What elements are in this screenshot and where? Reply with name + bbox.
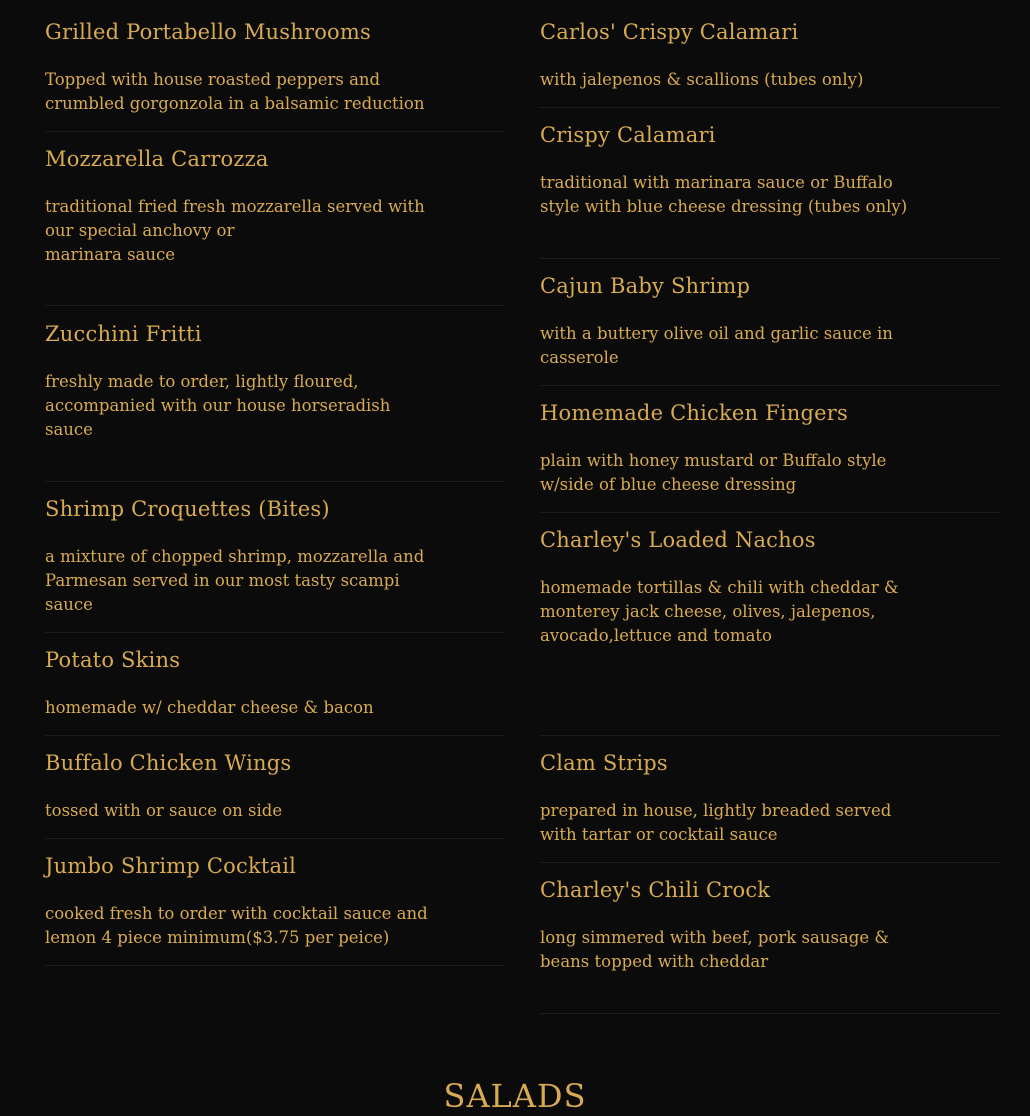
- divider: [540, 512, 1000, 513]
- menu-item-name: Potato Skins: [45, 648, 181, 672]
- menu-item-description: traditional fried fresh mozzarella served with our special anchovy or marinara sauce: [45, 197, 425, 264]
- section-heading-salads: SALADS: [443, 1077, 587, 1115]
- menu-item-description: plain with honey mustard or Buffalo style w/side of blue cheese dressing: [540, 451, 887, 494]
- menu-item-name: Charley's Loaded Nachos: [540, 528, 816, 552]
- menu-item-name: Homemade Chicken Fingers: [540, 401, 848, 425]
- menu-item-name: Zucchini Fritti: [45, 322, 202, 346]
- menu-item-name: Charley's Chili Crock: [540, 878, 771, 902]
- divider: [540, 385, 1000, 386]
- divider: [45, 735, 505, 736]
- divider: [540, 258, 1000, 259]
- divider: [540, 107, 1000, 108]
- menu-item-description: with a buttery olive oil and garlic sauce in casserole: [540, 324, 893, 367]
- menu-item-description: traditional with marinara sauce or Buffalo style with blue cheese dressing (tubes only): [540, 173, 908, 216]
- menu-item-description: freshly made to order, lightly floured, accompanied with our house horseradish sauce: [45, 372, 391, 439]
- divider: [540, 862, 1000, 863]
- menu-item-description: long simmered with beef, pork sausage & beans topped with cheddar: [540, 928, 890, 971]
- menu-item-name: Crispy Calamari: [540, 123, 716, 147]
- menu-item-description: Topped with house roasted peppers and crumbled gorgonzola in a balsamic reduction: [45, 70, 425, 113]
- divider: [540, 735, 1000, 736]
- divider: [45, 305, 505, 306]
- menu-item-name: Clam Strips: [540, 751, 668, 775]
- menu-item-description: homemade tortillas & chili with cheddar & monterey jack cheese, olives, jalepenos, avocado,lettuce and tomato: [540, 578, 899, 645]
- divider: [45, 131, 505, 132]
- menu-item-description: prepared in house, lightly breaded served with tartar or cocktail sauce: [540, 801, 892, 844]
- menu-item-description: a mixture of chopped shrimp, mozzarella and Parmesan served in our most tasty scampi sauce: [45, 547, 425, 614]
- divider: [45, 965, 505, 966]
- menu-item-name: Mozzarella Carrozza: [45, 147, 269, 171]
- menu-item-name: Cajun Baby Shrimp: [540, 274, 751, 298]
- menu-item-description: homemade w/ cheddar cheese & bacon: [45, 698, 374, 717]
- divider: [45, 481, 505, 482]
- menu-item-name: Buffalo Chicken Wings: [45, 751, 292, 775]
- divider: [45, 838, 505, 839]
- menu-item-description: cooked fresh to order with cocktail sauce and lemon 4 piece minimum($3.75 per peice): [45, 904, 428, 947]
- menu-item-name: Shrimp Croquettes (Bites): [45, 497, 330, 521]
- divider: [45, 632, 505, 633]
- menu-item-name: Carlos' Crispy Calamari: [540, 20, 799, 44]
- menu-item-name: Grilled Portabello Mushrooms: [45, 20, 371, 44]
- menu-item-description: tossed with or sauce on side: [45, 801, 283, 820]
- divider: [540, 1013, 1000, 1014]
- menu-item-name: Jumbo Shrimp Cocktail: [45, 854, 297, 878]
- menu-item-description: with jalepenos & scallions (tubes only): [540, 70, 864, 89]
